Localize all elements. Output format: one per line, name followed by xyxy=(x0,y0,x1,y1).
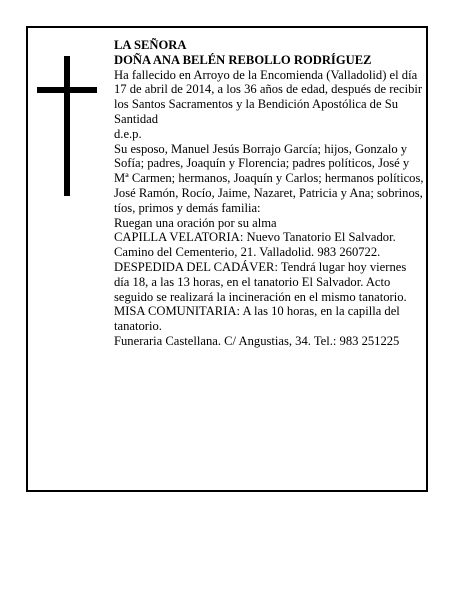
cross-vertical-bar xyxy=(64,56,70,196)
deceased-name: DOÑA ANA BELÉN REBOLLO RODRÍGUEZ xyxy=(114,52,372,67)
death-announcement: Ha fallecido en Arroyo de la Encomienda (Valladolid) el día 17 de abril de 2014, a los 36 años de edad, después de recibir los Santos Sacramentos y la Bendición Apostólica de Su Santidad xyxy=(114,67,423,126)
obituary-text xyxy=(114,38,424,349)
chapel-info: CAPILLA VELATORIA: Nuevo Tanatorio El Salvador. Camino del Cementerio, 21. Valladolid. 983 260722. xyxy=(114,230,396,260)
family-list: Su esposo, Manuel Jesús Borrajo García; hijos, Gonzalo y Sofía; padres, Joaquín y Florencia; padres políticos, José y Mª Carmen; hermanos, Joaquín y Carlos; hermanos políticos, José Ramón, Rocío, Jaime, Nazaret, Patricia y Ana; sobrinos, tíos, primos y demás familia: xyxy=(114,141,424,215)
dep-text: d.e.p. xyxy=(114,126,142,141)
cross-horizontal-bar xyxy=(37,87,97,93)
farewell-info: DESPEDIDA DEL CADÁVER: Tendrá lugar hoy viernes día 18, a las 13 horas, en el tanatorio El Salvador. Acto seguido se realizará la incineración en el mismo tanatorio. MISA COMUNITARIA: A las 10 horas, en la capilla del tanatorio. xyxy=(114,259,407,334)
notice-heading: LA SEÑORA xyxy=(114,38,187,52)
prayer-request: Ruegan una oración por su alma xyxy=(114,215,277,230)
funeral-home-info: Funeraria Castellana. C/ Angustias, 34. Tel.: 983 251225 xyxy=(114,333,400,348)
